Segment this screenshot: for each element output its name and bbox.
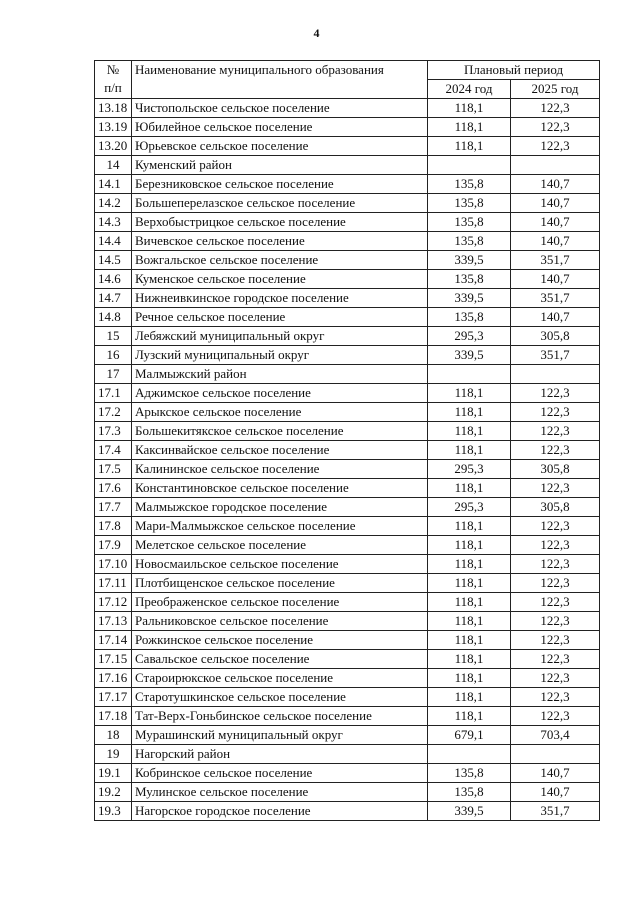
row-number: 17.10: [95, 555, 132, 574]
row-value-2024: 118,1: [428, 669, 511, 688]
row-municipality-name: Лебяжский муниципальный округ: [132, 327, 428, 346]
row-value-2025: 122,3: [511, 707, 600, 726]
row-number: 13.19: [95, 118, 132, 137]
row-value-2024: 339,5: [428, 802, 511, 821]
row-municipality-name: Малмыжский район: [132, 365, 428, 384]
row-value-2024: 118,1: [428, 707, 511, 726]
row-number: 17.16: [95, 669, 132, 688]
table-row: [95, 194, 600, 213]
row-number: 15: [95, 327, 132, 346]
row-value-2024: 118,1: [428, 612, 511, 631]
row-value-2025: 122,3: [511, 631, 600, 650]
row-value-2024: 118,1: [428, 137, 511, 156]
row-value-2024: 118,1: [428, 441, 511, 460]
row-municipality-name: Верхобыстрицкое сельское поселение: [132, 213, 428, 232]
row-municipality-name: Савальское сельское поселение: [132, 650, 428, 669]
row-value-2024: 118,1: [428, 517, 511, 536]
row-number: 19: [95, 745, 132, 764]
table-row: [95, 118, 600, 137]
header-number-symbol: №: [106, 62, 120, 77]
row-number: 18: [95, 726, 132, 745]
row-municipality-name: Новосмаильское сельское поселение: [132, 555, 428, 574]
header-row-1: [95, 61, 600, 80]
row-number: 14.4: [95, 232, 132, 251]
row-value-2024: [428, 745, 511, 764]
row-municipality-name: Преображенское сельское поселение: [132, 593, 428, 612]
row-number: 14.7: [95, 289, 132, 308]
row-municipality-name: Мулинское сельское поселение: [132, 783, 428, 802]
row-value-2025: 122,3: [511, 517, 600, 536]
row-municipality-name: Малмыжское городское поселение: [132, 498, 428, 517]
row-value-2024: 339,5: [428, 251, 511, 270]
row-municipality-name: Чистопольское сельское поселение: [132, 99, 428, 118]
row-municipality-name: Каксинвайское сельское поселение: [132, 441, 428, 460]
row-municipality-name: Кобринское сельское поселение: [132, 764, 428, 783]
row-number: 17.2: [95, 403, 132, 422]
row-value-2024: 135,8: [428, 232, 511, 251]
subsidy-table: [94, 60, 600, 821]
row-municipality-name: Вожгальское сельское поселение: [132, 251, 428, 270]
row-value-2025: 140,7: [511, 194, 600, 213]
row-number: 17.13: [95, 612, 132, 631]
row-municipality-name: Куменское сельское поселение: [132, 270, 428, 289]
table-row: [95, 327, 600, 346]
table-row: [95, 688, 600, 707]
row-municipality-name: Нагорское городское поселение: [132, 802, 428, 821]
row-value-2025: 351,7: [511, 802, 600, 821]
row-value-2025: 305,8: [511, 327, 600, 346]
row-number: 17.3: [95, 422, 132, 441]
row-value-2024: 135,8: [428, 213, 511, 232]
row-municipality-name: Константиновское сельское поселение: [132, 479, 428, 498]
row-number: 17.17: [95, 688, 132, 707]
table-row: [95, 346, 600, 365]
row-number: 14.6: [95, 270, 132, 289]
table-row: [95, 669, 600, 688]
row-municipality-name: Куменский район: [132, 156, 428, 175]
table-row: [95, 593, 600, 612]
row-municipality-name: Старотушкинское сельское поселение: [132, 688, 428, 707]
row-number: 17.6: [95, 479, 132, 498]
table-row: [95, 479, 600, 498]
row-value-2024: 135,8: [428, 764, 511, 783]
row-value-2024: 118,1: [428, 403, 511, 422]
row-value-2024: 679,1: [428, 726, 511, 745]
row-municipality-name: Юрьевское сельское поселение: [132, 137, 428, 156]
table-row: [95, 574, 600, 593]
row-municipality-name: Вичевское сельское поселение: [132, 232, 428, 251]
table-row: [95, 631, 600, 650]
row-value-2024: 339,5: [428, 346, 511, 365]
row-value-2025: 140,7: [511, 783, 600, 802]
table-row: [95, 289, 600, 308]
row-value-2025: 305,8: [511, 460, 600, 479]
table-row: [95, 99, 600, 118]
header-year-2024: 2024 год: [428, 80, 511, 99]
row-value-2025: 351,7: [511, 251, 600, 270]
row-value-2024: [428, 156, 511, 175]
row-value-2024: 135,8: [428, 270, 511, 289]
row-value-2025: 140,7: [511, 270, 600, 289]
row-municipality-name: Ральниковское сельское поселение: [132, 612, 428, 631]
row-value-2024: 118,1: [428, 650, 511, 669]
table-row: [95, 555, 600, 574]
row-value-2024: 118,1: [428, 479, 511, 498]
row-number: 14.8: [95, 308, 132, 327]
table-row: [95, 156, 600, 175]
row-value-2024: 135,8: [428, 783, 511, 802]
row-value-2025: 703,4: [511, 726, 600, 745]
row-number: 14.5: [95, 251, 132, 270]
row-number: 17.4: [95, 441, 132, 460]
row-value-2024: 135,8: [428, 175, 511, 194]
table-row: [95, 650, 600, 669]
row-value-2024: 118,1: [428, 536, 511, 555]
row-number: 13.18: [95, 99, 132, 118]
row-value-2025: 351,7: [511, 346, 600, 365]
row-number: 17: [95, 365, 132, 384]
row-value-2024: [428, 365, 511, 384]
row-value-2025: 140,7: [511, 764, 600, 783]
row-value-2024: 118,1: [428, 574, 511, 593]
row-municipality-name: Лузский муниципальный округ: [132, 346, 428, 365]
row-municipality-name: Мурашинский муниципальный округ: [132, 726, 428, 745]
table-row: [95, 517, 600, 536]
row-municipality-name: Мари-Малмыжское сельское поселение: [132, 517, 428, 536]
row-value-2024: 118,1: [428, 422, 511, 441]
row-municipality-name: Рожкинское сельское поселение: [132, 631, 428, 650]
table-row: [95, 612, 600, 631]
row-value-2025: 122,3: [511, 118, 600, 137]
row-number: 14.1: [95, 175, 132, 194]
row-value-2025: 140,7: [511, 213, 600, 232]
row-value-2025: [511, 365, 600, 384]
row-value-2024: 118,1: [428, 631, 511, 650]
row-municipality-name: Большекитякское сельское поселение: [132, 422, 428, 441]
row-number: 17.5: [95, 460, 132, 479]
table-row: [95, 213, 600, 232]
table-row: [95, 460, 600, 479]
row-value-2025: 122,3: [511, 574, 600, 593]
table-row: [95, 232, 600, 251]
header-number: [95, 61, 132, 99]
row-number: 17.9: [95, 536, 132, 555]
table-row: [95, 403, 600, 422]
row-value-2024: 118,1: [428, 688, 511, 707]
row-value-2024: 295,3: [428, 498, 511, 517]
table-body: [95, 99, 600, 821]
table-row: [95, 384, 600, 403]
row-number: 19.2: [95, 783, 132, 802]
row-municipality-name: Калининское сельское поселение: [132, 460, 428, 479]
row-number: 16: [95, 346, 132, 365]
row-municipality-name: Аджимское сельское поселение: [132, 384, 428, 403]
table-row: [95, 802, 600, 821]
row-municipality-name: Мелетское сельское поселение: [132, 536, 428, 555]
row-number: 17.15: [95, 650, 132, 669]
header-year-2025: 2025 год: [511, 80, 600, 99]
row-value-2024: 295,3: [428, 327, 511, 346]
row-municipality-name: Тат-Верх-Гоньбинское сельское поселение: [132, 707, 428, 726]
row-number: 14.2: [95, 194, 132, 213]
table-row: [95, 498, 600, 517]
row-value-2025: 140,7: [511, 232, 600, 251]
table-row: [95, 137, 600, 156]
row-municipality-name: Юбилейное сельское поселение: [132, 118, 428, 137]
row-value-2025: 122,3: [511, 384, 600, 403]
row-value-2025: 122,3: [511, 650, 600, 669]
row-value-2025: 122,3: [511, 555, 600, 574]
row-number: 19.1: [95, 764, 132, 783]
row-value-2024: 118,1: [428, 99, 511, 118]
table-row: [95, 726, 600, 745]
row-value-2025: 140,7: [511, 175, 600, 194]
table-row: [95, 745, 600, 764]
row-municipality-name: Речное сельское поселение: [132, 308, 428, 327]
table-row: [95, 270, 600, 289]
header-period: Плановый период: [428, 61, 600, 80]
row-municipality-name: Староирюкское сельское поселение: [132, 669, 428, 688]
row-number: 14.3: [95, 213, 132, 232]
row-value-2025: 122,3: [511, 422, 600, 441]
row-municipality-name: Нижнеивкинское городское поселение: [132, 289, 428, 308]
row-number: 17.12: [95, 593, 132, 612]
table-row: [95, 422, 600, 441]
row-value-2025: 122,3: [511, 441, 600, 460]
row-value-2025: 122,3: [511, 479, 600, 498]
row-value-2025: 351,7: [511, 289, 600, 308]
row-value-2025: [511, 156, 600, 175]
row-value-2024: 135,8: [428, 308, 511, 327]
table-row: [95, 707, 600, 726]
row-number: 17.1: [95, 384, 132, 403]
header-name: Наименование муниципального образования: [132, 61, 428, 99]
row-value-2025: 122,3: [511, 669, 600, 688]
table-row: [95, 308, 600, 327]
row-number: 17.7: [95, 498, 132, 517]
row-value-2025: 305,8: [511, 498, 600, 517]
table-row: [95, 251, 600, 270]
table-row: [95, 764, 600, 783]
row-number: 14: [95, 156, 132, 175]
row-number: 17.8: [95, 517, 132, 536]
row-value-2025: 122,3: [511, 593, 600, 612]
row-value-2024: 295,3: [428, 460, 511, 479]
row-number: 13.20: [95, 137, 132, 156]
row-number: 17.14: [95, 631, 132, 650]
table-row: [95, 783, 600, 802]
row-municipality-name: Плотбищенское сельское поселение: [132, 574, 428, 593]
row-value-2025: 122,3: [511, 137, 600, 156]
row-value-2025: 140,7: [511, 308, 600, 327]
page-number: 4: [313, 26, 320, 40]
header-number-abbr: п/п: [104, 80, 122, 95]
row-value-2025: 122,3: [511, 612, 600, 631]
row-value-2024: 118,1: [428, 118, 511, 137]
row-value-2025: [511, 745, 600, 764]
row-municipality-name: Большеперелазское сельское поселение: [132, 194, 428, 213]
row-number: 19.3: [95, 802, 132, 821]
row-municipality-name: Березниковское сельское поселение: [132, 175, 428, 194]
row-value-2025: 122,3: [511, 688, 600, 707]
row-value-2024: 118,1: [428, 555, 511, 574]
row-value-2025: 122,3: [511, 99, 600, 118]
table-row: [95, 441, 600, 460]
table-row: [95, 175, 600, 194]
row-value-2025: 122,3: [511, 536, 600, 555]
row-value-2024: 135,8: [428, 194, 511, 213]
row-municipality-name: Арыкское сельское поселение: [132, 403, 428, 422]
row-value-2024: 118,1: [428, 384, 511, 403]
row-value-2025: 122,3: [511, 403, 600, 422]
row-value-2024: 118,1: [428, 593, 511, 612]
row-municipality-name: Нагорский район: [132, 745, 428, 764]
table-row: [95, 365, 600, 384]
row-number: 17.18: [95, 707, 132, 726]
row-value-2024: 339,5: [428, 289, 511, 308]
row-number: 17.11: [95, 574, 132, 593]
table-row: [95, 536, 600, 555]
